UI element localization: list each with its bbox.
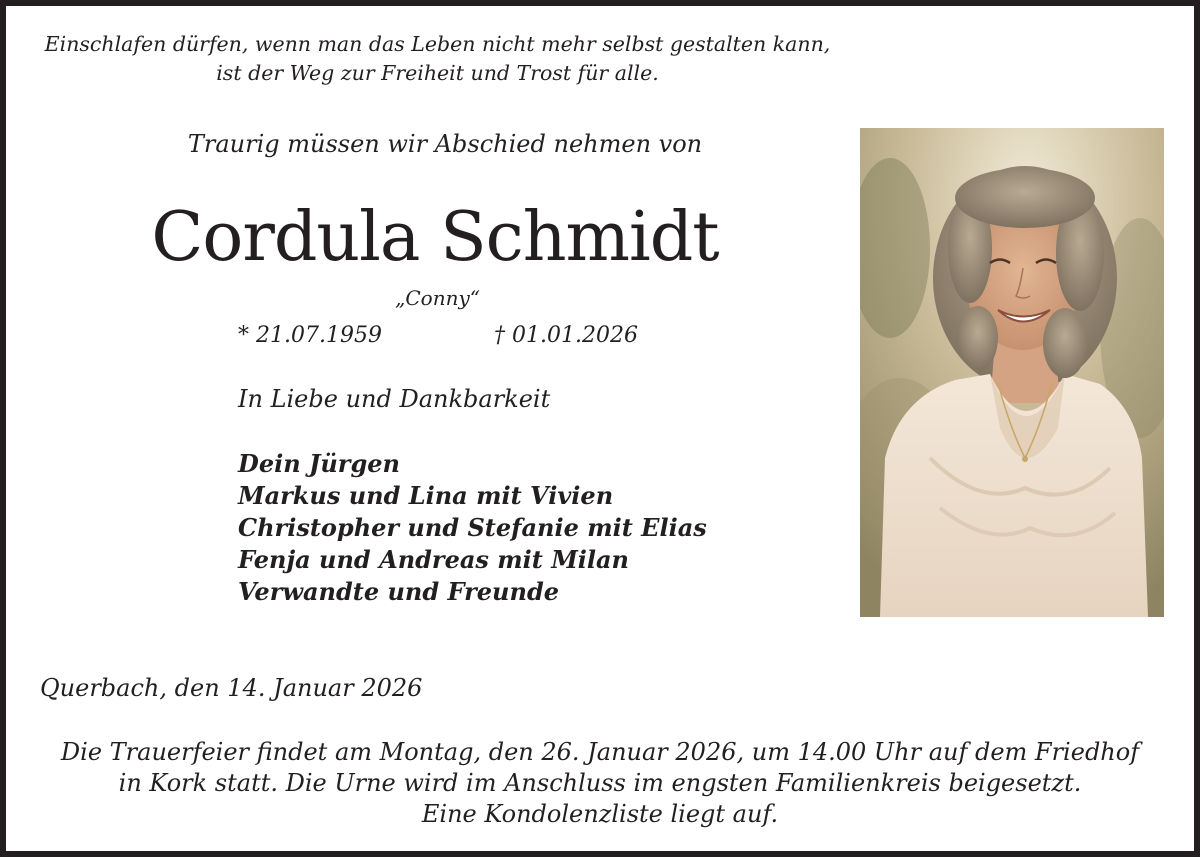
- death-date: † 01.01.2026: [494, 323, 638, 348]
- motto-line: ist der Weg zur Freiheit und Trost für alle.: [216, 61, 659, 85]
- mourner-entry: Fenja und Andreas mit Milan: [238, 545, 630, 574]
- ceremony-line: Die Trauerfeier findet am Montag, den 26. Januar 2026, um 14.00 Uhr auf dem Friedhof: [60, 738, 1140, 766]
- deceased-name: Cordula Schmidt: [151, 198, 719, 277]
- deceased-nickname: „Conny“: [395, 286, 480, 310]
- mourner-entry: Verwandte und Freunde: [238, 577, 559, 606]
- mourner-entry: Dein Jürgen: [238, 449, 400, 478]
- portrait-photo: [860, 128, 1164, 617]
- dedication-text: In Liebe und Dankbarkeit: [238, 385, 551, 413]
- intro-text: Traurig müssen wir Abschied nehmen von: [187, 130, 703, 158]
- ceremony-line: Eine Kondolenzliste liegt auf.: [421, 800, 779, 828]
- mourner-entry: Christopher und Stefanie mit Elias: [238, 513, 707, 542]
- ceremony-line: in Kork statt. Die Urne wird im Anschluss im engsten Familienkreis beigesetzt.: [118, 769, 1082, 797]
- place-and-date: Querbach, den 14. Januar 2026: [40, 674, 423, 702]
- motto-line: Einschlafen dürfen, wenn man das Leben nicht mehr selbst gestalten kann,: [44, 32, 831, 56]
- portrait-illustration: [860, 128, 1164, 617]
- motto-quote: [20, 30, 855, 88]
- birth-date: * 21.07.1959: [238, 323, 382, 348]
- ceremony-notice: [20, 737, 1180, 830]
- mourners-list: [238, 448, 707, 608]
- mourner-entry: Markus und Lina mit Vivien: [238, 481, 614, 510]
